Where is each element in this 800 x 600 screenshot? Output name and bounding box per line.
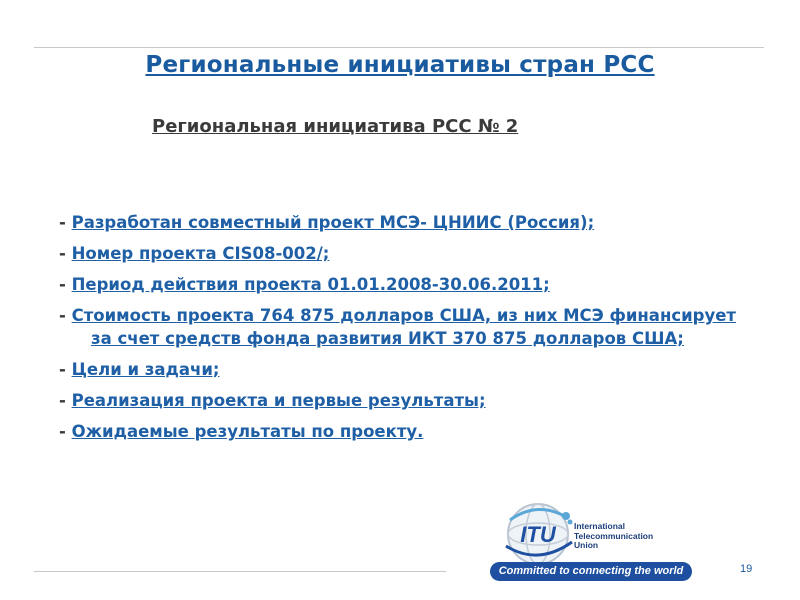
bullet-item [59, 242, 739, 265]
bullet-item [59, 420, 739, 443]
slide-title: Региональные инициативы стран РСС [145, 52, 655, 78]
itu-mark-text: ITU [520, 522, 556, 547]
bullet-marker: - [59, 306, 66, 325]
itu-name-line3: Union [574, 540, 599, 550]
bullet-list [59, 211, 739, 451]
bullet-marker: - [59, 275, 66, 294]
itu-tagline: Committed to connecting the world [490, 562, 692, 581]
itu-name [574, 522, 653, 551]
bottom-divider [34, 571, 446, 572]
bullet-marker: - [59, 244, 66, 263]
itu-name-line1: International [574, 521, 626, 531]
slide-subtitle: Региональная инициатива РСС № 2 [152, 116, 519, 137]
page-number: 19 [740, 563, 753, 575]
bullet-marker: - [59, 360, 66, 379]
bullet-marker: - [59, 213, 66, 232]
itu-name-line2: Telecommunication [574, 530, 654, 541]
bullet-text[interactable]: Разработан совместный проект МСЭ- ЦНИИС (Россия); [71, 213, 595, 232]
bullet-marker: - [59, 422, 66, 441]
bullet-marker: - [59, 391, 66, 410]
bullet-text[interactable]: Период действия проекта 01.01.2008-30.06.2011; [71, 275, 550, 294]
bullet-text[interactable]: Реализация проекта и первые результаты; [71, 391, 486, 410]
bullet-item [59, 211, 739, 234]
bullet-item [59, 273, 739, 296]
bullet-text[interactable]: Стоимость проекта 764 875 долларов США, из них МСЭ финансирует за счет средств фонда развития ИКТ 370 875 долларов США; [71, 306, 737, 348]
top-divider [34, 47, 764, 48]
bullet-item [59, 358, 739, 381]
bullet-text[interactable]: Ожидаемые результаты по проекту. [71, 422, 424, 441]
bullet-item [59, 304, 739, 350]
bullet-item [59, 389, 739, 412]
bullet-text[interactable]: Цели и задачи; [71, 360, 220, 379]
bullet-text[interactable]: Номер проекта CIS08-002/; [71, 244, 330, 263]
